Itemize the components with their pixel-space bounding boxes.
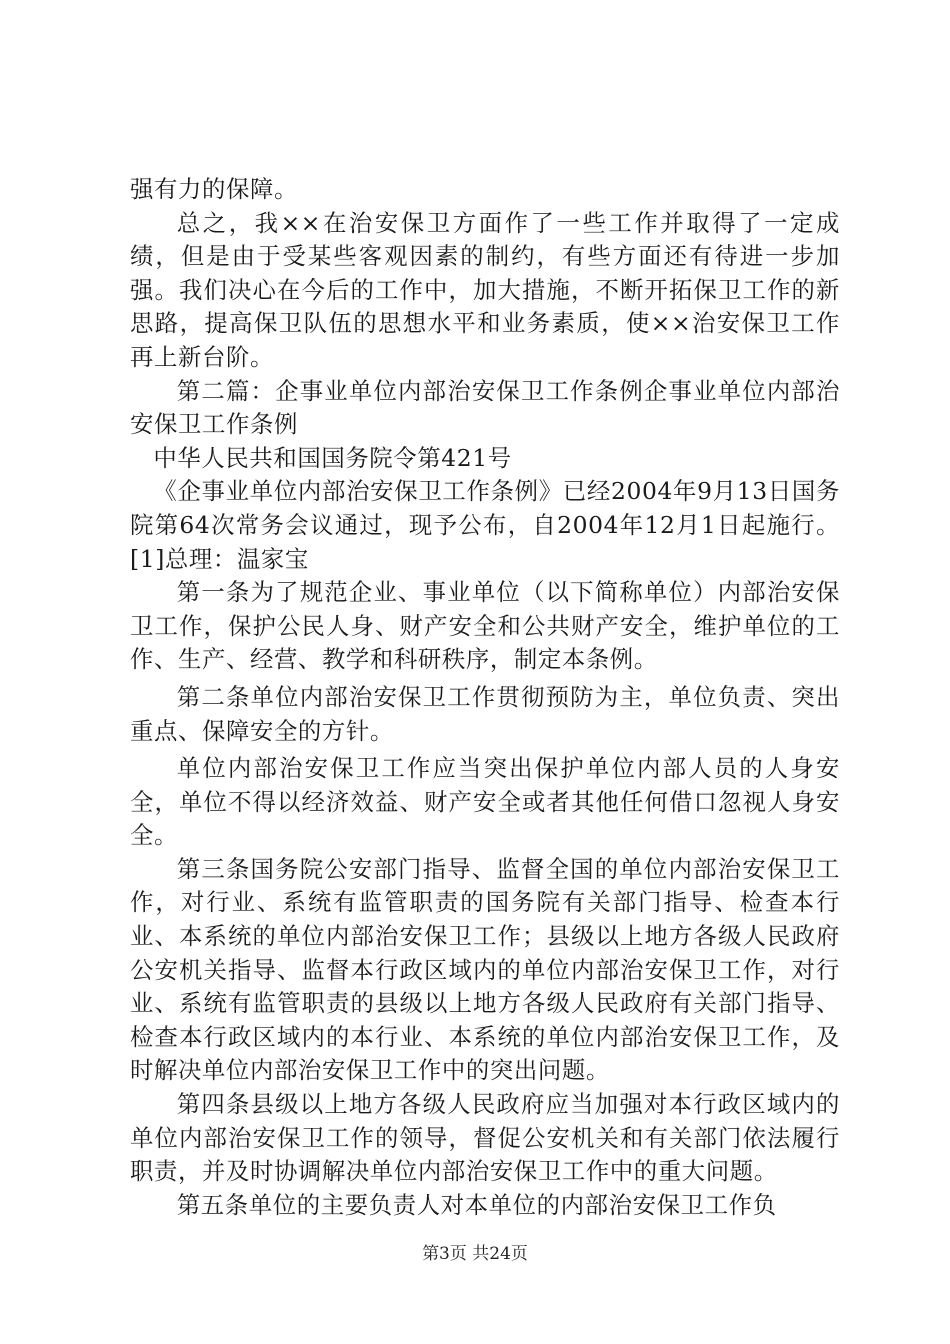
paragraph-article-2: 第二条单位内部治安保卫工作贯彻预防为主，单位负责、突出重点、保障安全的方针。 bbox=[130, 682, 840, 745]
paragraph-article-3: 第三条国务院公安部门指导、监督全国的单位内部治安保卫工作，对行业、系统有监管职责的国务院有关部门指导、检查本行业、本系统的单位内部治安保卫工作；县级以上地方各级人民政府公安机关指导、监督本行政区域内的单位内部治安保卫工作，对行业、系统有监管职责的县级以上地方各级人民政府有关部门指导、检查本行政区域内的本行业、本系统的单位内部治安保卫工作，及时解决单位内部治安保卫工作中的突出问题。 bbox=[130, 854, 840, 1085]
paragraph-article-4: 第四条县级以上地方各级人民政府应当加强对本行政区域内的单位内部治安保卫工作的领导，督促公安机关和有关部门依法履行职责，并及时协调解决单位内部治安保卫工作中的重大问题。 bbox=[130, 1090, 840, 1186]
paragraph-decree-number: 中华人民共和国国务院令第421号 bbox=[153, 443, 512, 472]
document-body bbox=[130, 173, 840, 1222]
paragraph-article-1: 第一条为了规范企业、事业单位（以下简称单位）内部治安保卫工作，保护公民人身、财产安全和公共财产安全，维护单位的工作、生产、经营、教学和科研秩序，制定本条例。 bbox=[130, 578, 840, 674]
page-footer bbox=[0, 1243, 950, 1265]
paragraph-article-5: 第五条单位的主要负责人对本单位的内部治安保卫工作负 bbox=[176, 1190, 777, 1219]
paragraph-article-2-cont: 单位内部治安保卫工作应当突出保护单位内部人员的人身安全，单位不得以经济效益、财产安全或者其他任何借口忽视人身安全。 bbox=[130, 754, 840, 850]
page-number-label: 第3页 共24页 bbox=[422, 1244, 528, 1264]
paragraph-summary: 总之，我××在治安保卫方面作了一些工作并取得了一定成绩，但是由于受某些客观因素的制约，有些方面还有待进一步加强。我们决心在今后的工作中，加大措施，不断开拓保卫工作的新思路，提高保卫队伍的思想水平和业务素质，使××治安保卫工作再上新台阶。 bbox=[130, 208, 840, 371]
paragraph-closing-line: 强有力的保障。 bbox=[130, 175, 298, 203]
paragraph-promulgation: 《企事业单位内部治安保卫工作条例》已经2004年9月13日国务院第64次常务会议通过，现予公布，自2004年12月1日起施行。[1]总理：温家宝 bbox=[130, 477, 840, 573]
paragraph-chapter-two-heading: 第二篇：企事业单位内部治安保卫工作条例企事业单位内部治安保卫工作条例 bbox=[130, 376, 840, 439]
